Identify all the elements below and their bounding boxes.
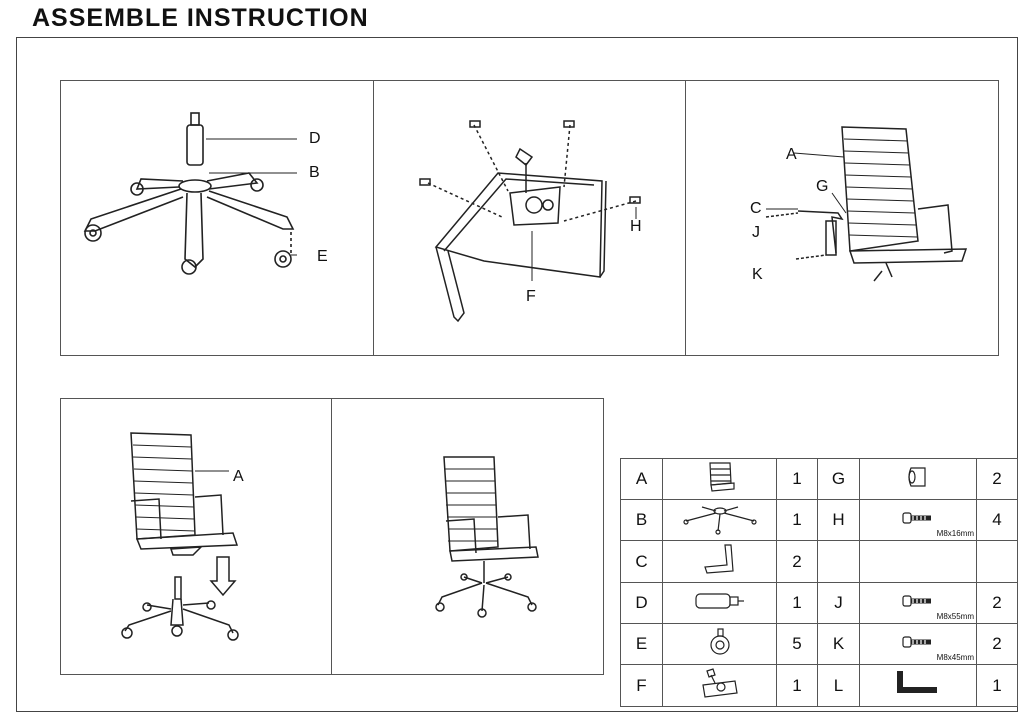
bolt-icon bbox=[860, 624, 977, 665]
part-quantity: 1 bbox=[777, 583, 818, 624]
part-letter: D bbox=[621, 583, 663, 624]
armrest-illustration bbox=[686, 81, 998, 355]
label-g: G bbox=[816, 178, 829, 195]
mechanism-icon bbox=[663, 665, 777, 707]
label-a-step4: A bbox=[233, 468, 244, 485]
backrest-seat-icon bbox=[663, 459, 777, 500]
part-letter: G bbox=[818, 459, 860, 500]
part-quantity: 1 bbox=[777, 665, 818, 707]
part-letter: J bbox=[818, 583, 860, 624]
allen-key-icon bbox=[860, 665, 977, 707]
label-c: C bbox=[750, 200, 762, 217]
step-4-panel bbox=[60, 398, 332, 675]
step-1-panel bbox=[60, 80, 374, 356]
part-quantity: 1 bbox=[777, 500, 818, 541]
caster-icon bbox=[663, 624, 777, 665]
label-e: E bbox=[317, 248, 328, 265]
part-quantity: 5 bbox=[777, 624, 818, 665]
part-letter: L bbox=[818, 665, 860, 707]
base-icon bbox=[663, 500, 777, 541]
part-quantity bbox=[977, 541, 1018, 583]
seat-mount-illustration bbox=[61, 399, 331, 674]
gas-lift-icon bbox=[663, 583, 777, 624]
bolt-size-label: M8x16mm bbox=[936, 529, 974, 538]
finished-chair-illustration bbox=[332, 399, 603, 674]
base-assembly-illustration bbox=[61, 81, 373, 355]
part-letter: F bbox=[621, 665, 663, 707]
label-f: F bbox=[526, 288, 536, 305]
parts-row bbox=[621, 500, 1018, 541]
parts-row bbox=[621, 459, 1018, 500]
part-quantity: 2 bbox=[977, 624, 1018, 665]
part-letter: C bbox=[621, 541, 663, 583]
part-quantity: 2 bbox=[777, 541, 818, 583]
part-quantity: 2 bbox=[977, 459, 1018, 500]
parts-table bbox=[620, 458, 1018, 707]
page-title: ASSEMBLE INSTRUCTION bbox=[32, 4, 369, 32]
parts-row bbox=[621, 665, 1018, 707]
step-5-panel bbox=[331, 398, 604, 675]
step-2-panel bbox=[373, 80, 686, 356]
spacer-icon bbox=[860, 459, 977, 500]
part-letter bbox=[818, 541, 860, 583]
parts-row bbox=[621, 583, 1018, 624]
label-d: D bbox=[309, 130, 321, 147]
bolt-icon bbox=[860, 583, 977, 624]
part-quantity: 1 bbox=[777, 459, 818, 500]
label-j: J bbox=[752, 224, 760, 241]
part-letter: B bbox=[621, 500, 663, 541]
part-quantity: 2 bbox=[977, 583, 1018, 624]
parts-row bbox=[621, 541, 1018, 583]
part-letter: K bbox=[818, 624, 860, 665]
part-quantity: 4 bbox=[977, 500, 1018, 541]
bolt-size-label: M8x55mm bbox=[936, 612, 974, 621]
label-b: B bbox=[309, 164, 320, 181]
bolt-size-label: M8x45mm bbox=[936, 653, 974, 662]
part-quantity: 1 bbox=[977, 665, 1018, 707]
part-letter: H bbox=[818, 500, 860, 541]
bolt-icon bbox=[860, 500, 977, 541]
label-a: A bbox=[786, 146, 797, 163]
armrest-icon bbox=[663, 541, 777, 583]
empty-cell bbox=[860, 541, 977, 583]
part-letter: A bbox=[621, 459, 663, 500]
label-k: K bbox=[752, 266, 763, 283]
part-letter: E bbox=[621, 624, 663, 665]
parts-row bbox=[621, 624, 1018, 665]
step-3-panel bbox=[685, 80, 999, 356]
label-h: H bbox=[630, 218, 642, 235]
